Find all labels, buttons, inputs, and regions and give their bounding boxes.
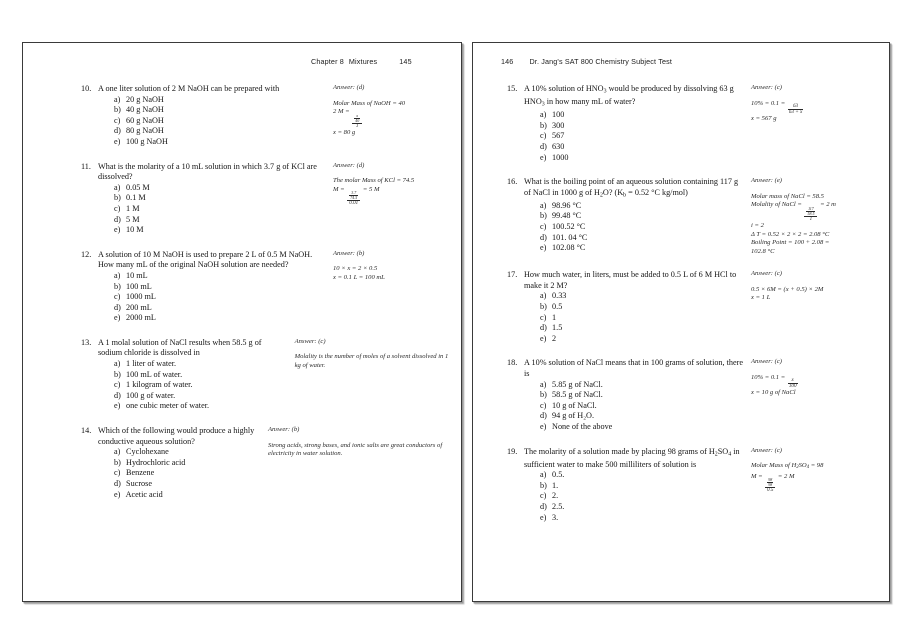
answer-label: Answer: (c) <box>751 446 782 454</box>
running-head-right <box>483 57 879 69</box>
choice-list <box>524 470 743 523</box>
choice-e[interactable]: e) 10 M <box>114 225 144 235</box>
question-number: 12. <box>81 249 92 259</box>
work-line: 2 M = $\frac{\frac{x}{40}}{1}$ <box>333 108 451 129</box>
question-stem: A solution of 10 M NaOH is used to prepare 2 L of 0.5 M NaOH. How many mL of the original NaOH solution are needed? <box>98 249 313 270</box>
choice-a[interactable]: a) 0.5. <box>540 470 565 480</box>
choice-e[interactable]: e) 3. <box>540 512 559 522</box>
question-number: 11. <box>81 161 91 171</box>
answer-label: Answer: (d) <box>333 84 365 91</box>
choice-b[interactable]: b) Hydrochloric acid <box>114 457 186 467</box>
answer-label: Answer: (e) <box>751 177 782 185</box>
work-line: Molar Mass of $H_2SO_4 = 98$ <box>751 462 824 471</box>
choice-c[interactable]: c) 1 M <box>114 203 140 213</box>
question-block-13 <box>33 338 451 412</box>
work-line: 10% = 0.1 = $\frac{63}{63 + x}$ <box>751 99 803 115</box>
choice-list <box>524 291 743 344</box>
answer-label: Answer: (c) <box>751 84 782 91</box>
choice-d[interactable]: d) 94 g of H₂O. <box>540 411 595 421</box>
page-number-left: 145 <box>399 57 412 66</box>
fraction-inner: $\frac{x}{40}$ <box>355 112 360 123</box>
answer-label: Answer: (c) <box>751 270 782 278</box>
question-block-15 <box>483 84 879 163</box>
choice-b[interactable]: b) 58.5 g of NaCl. <box>540 390 603 400</box>
work-line: x = 567 g <box>751 114 777 122</box>
choice-c[interactable]: c) 1000 mL <box>114 292 156 302</box>
answer-label: Answer: (c) <box>294 337 326 345</box>
answer-explanation <box>743 84 879 123</box>
question-block-18 <box>483 358 879 432</box>
choice-d[interactable]: d) 1.5 <box>540 323 563 333</box>
choice-a[interactable]: a) 1 liter of water. <box>114 359 177 369</box>
choice-e[interactable]: e) 2000 mL <box>114 313 156 323</box>
answer-explanation <box>323 84 451 137</box>
choice-d[interactable]: d) Sucrose <box>114 479 152 488</box>
fraction-inner: $\frac{117}{58.5}$ <box>807 205 815 216</box>
fraction: $\frac{x}{100}$ <box>788 377 797 390</box>
choice-d[interactable]: d) 5 M <box>114 214 140 224</box>
choice-b[interactable]: b) 0.5 <box>540 302 563 312</box>
question-stem: What is the boiling point of an aqueous solution containing 117 g of NaCl in 1000 g of $H_2O$? ($K_b = 0.52$ °C kg/mol) <box>524 177 739 199</box>
page-left-145 <box>22 42 462 602</box>
choice-a[interactable]: a) 10 mL <box>114 270 148 280</box>
choice-d[interactable]: d) 2.5. <box>540 502 565 512</box>
answer-explanation <box>743 270 879 303</box>
work-line: Boiling Point = 100 + 2.08 = <box>751 239 830 247</box>
question-stem: How much water, in liters, must be added to 0.5 L of 6 M HCl to make it 2 M? <box>524 270 737 290</box>
answer-explanation <box>258 426 451 459</box>
choice-list <box>524 110 743 163</box>
choice-c[interactable]: c) 1 <box>540 312 557 322</box>
work-line: Molar mass of NaCl = 58.5 <box>751 192 824 200</box>
fraction-inner: $\frac{98}{98}$ <box>768 477 773 488</box>
answer-note: Molality is the number of moles of a solvent dissolved in 1 kg of water. <box>294 353 449 370</box>
choice-e[interactable]: e) 2 <box>540 333 557 343</box>
answer-label: Answer: (b) <box>268 426 300 434</box>
running-head-left <box>33 57 451 69</box>
choice-list <box>98 447 258 500</box>
choice-e[interactable]: e) 1000 <box>540 152 569 162</box>
choice-a[interactable]: a) 0.05 M <box>114 182 150 192</box>
choice-c[interactable]: c) 10 g of NaCl. <box>540 400 597 410</box>
work-line: x = 0.1 L = 100 mL <box>333 273 385 281</box>
choice-d[interactable]: d) 200 mL <box>114 302 152 312</box>
choice-list <box>98 95 323 148</box>
choice-c[interactable]: c) 1 kilogram of water. <box>114 380 193 390</box>
running-head-chapter-title: Mixtures <box>348 57 378 66</box>
choice-list <box>98 271 323 324</box>
fraction: $\frac{\frac{x}{40}}{1}$ <box>352 112 362 129</box>
question-number: 13. <box>81 337 92 347</box>
choice-e[interactable]: e) Acetic acid <box>114 489 163 499</box>
question-stem: A one liter solution of 2 M NaOH can be prepared with <box>98 84 280 93</box>
fraction: $\frac{\frac{3.7}{74.5}}{0.01}$ <box>347 190 360 207</box>
choice-b[interactable]: b) 0.1 M <box>114 193 146 203</box>
choice-d[interactable]: d) 630 <box>540 141 565 151</box>
choice-a[interactable]: a) Cyclohexane <box>114 447 169 457</box>
question-stem: A 10% solution of NaCl means that in 100 grams of solution, there is <box>524 358 743 379</box>
fraction: $\frac{\frac{117}{58.5}}{1}$ <box>804 205 817 222</box>
running-head-title: Dr. Jang's SAT 800 Chemistry Subject Test <box>529 57 672 66</box>
choice-e[interactable]: e) 102.08 °C <box>540 243 586 253</box>
choice-b[interactable]: b) 40 g NaOH <box>114 105 164 115</box>
question-number: 16. <box>507 177 518 187</box>
work-line: Δ T = 0.52 × 2 × 2 = 2.08 °C <box>751 230 830 238</box>
work-line: M = $\frac{\frac{98}{98}}{0.5}$ = 2 M <box>751 472 795 494</box>
choice-c[interactable]: c) 60 g NaOH <box>114 115 164 125</box>
choice-e[interactable]: e) one cubic meter of water. <box>114 401 210 411</box>
choice-c[interactable]: c) 100.52 °C <box>540 221 586 231</box>
choice-e[interactable]: e) 100 g NaOH <box>114 136 168 146</box>
answer-note: Strong acids, strong bases, and ionic salts are great conductors of electricity in water solution. <box>268 441 443 458</box>
question-block-12 <box>33 250 451 324</box>
page-number-right: 146 <box>501 57 514 66</box>
choice-b[interactable]: b) 300 <box>540 120 565 130</box>
choice-a[interactable]: a) 20 g NaOH <box>114 94 164 104</box>
fraction-inner: $\frac{3.7}{74.5}$ <box>350 190 358 201</box>
work-line: 0.5 × 6M = (x + 0.5) × 2M <box>751 285 824 293</box>
work-line: x = 1 L <box>751 294 771 302</box>
question-block-11 <box>33 162 451 236</box>
work-line: x = 10 g of NaCl <box>751 389 796 397</box>
work-line: 10 × x = 2 × 0.5 <box>333 265 378 273</box>
work-line: Molar Mass of NaOH = 40 <box>333 99 406 107</box>
question-number: 10. <box>81 84 92 93</box>
choice-list <box>98 359 285 412</box>
fraction: $\frac{\frac{98}{98}}{0.5}$ <box>767 477 774 494</box>
fraction: $\frac{63}{63 + x}$ <box>788 102 803 115</box>
answer-label: Answer: (c) <box>751 358 782 366</box>
question-number: 14. <box>81 426 92 436</box>
question-number: 17. <box>507 270 518 280</box>
question-block-17 <box>483 270 879 344</box>
choice-b[interactable]: b) 99.48 °C <box>540 211 582 221</box>
choice-b[interactable]: b) 1. <box>540 480 559 490</box>
question-number: 19. <box>507 446 518 456</box>
choice-d[interactable]: d) 100 g of water. <box>114 390 176 400</box>
running-head-chapter: Chapter 8 <box>311 57 344 66</box>
question-number: 15. <box>507 84 518 93</box>
choice-b[interactable]: b) 100 mL of water. <box>114 369 183 379</box>
question-stem: A 10% solution of $HNO_3$ would be produced by dissolving 63 g $HNO_3$ in how many mL of water? <box>524 84 734 108</box>
answer-explanation <box>323 162 451 207</box>
choice-list <box>98 183 323 236</box>
work-line: The molar Mass of KCl = 74.5 <box>333 177 415 185</box>
question-block-10 <box>33 84 451 148</box>
work-line: M = $\frac{\frac{3.7}{74.5}}{0.01}$ = 5 M <box>333 185 380 207</box>
choice-a[interactable]: a) 100 <box>540 110 565 120</box>
choice-list <box>524 201 743 254</box>
answer-explanation <box>323 250 451 283</box>
answer-explanation <box>743 177 879 256</box>
choice-c[interactable]: c) 567 <box>540 131 565 141</box>
answer-label: Answer: (d) <box>333 161 365 169</box>
question-stem: What is the molarity of a 10 mL solution in which 3.7 g of KCl are dissolved? <box>98 161 317 182</box>
question-stem: Which of the following would produce a highly conductive aqueous solution? <box>98 426 255 446</box>
work-line: i = 2 <box>751 221 764 229</box>
choice-a[interactable]: a) 0.33 <box>540 291 567 301</box>
choice-d[interactable]: d) 101. 04 °C <box>540 232 588 242</box>
question-block-16 <box>483 177 879 256</box>
question-stem: The molarity of a solution made by placing 98 grams of $H_2SO_4$ in sufficient water to make 500 milliliters of solution is <box>524 446 740 469</box>
choice-c[interactable]: c) 2. <box>540 491 559 501</box>
answer-explanation <box>743 447 879 494</box>
choice-d[interactable]: d) 80 g NaOH <box>114 126 164 136</box>
answer-label: Answer: (b) <box>333 249 365 257</box>
choice-a[interactable]: a) 5.85 g of NaCl. <box>540 379 603 389</box>
work-line: 10% = 0.1 = $\frac{x}{100}$ <box>751 374 797 390</box>
choice-e[interactable]: e) None of the above <box>540 422 613 432</box>
question-block-19 <box>483 447 879 524</box>
work-line: Molality of NaCl = $\frac{\frac{117}{58.5}}{1}$ = 2 m <box>751 201 836 222</box>
choice-c[interactable]: c) Benzene <box>114 468 155 478</box>
choice-b[interactable]: b) 100 mL <box>114 281 152 291</box>
choice-a[interactable]: a) 98.96 °C <box>540 200 582 210</box>
question-number: 18. <box>507 358 518 368</box>
choice-list <box>524 380 743 433</box>
answer-explanation <box>743 358 879 397</box>
page-right-146 <box>472 42 890 602</box>
question-stem: A 1 molal solution of NaCl results when 58.5 g of sodium chloride is dissolved in <box>98 337 262 358</box>
answer-explanation <box>285 338 451 371</box>
question-block-14 <box>33 426 451 500</box>
work-line: 102.8 °C <box>751 247 775 255</box>
work-line: x = 80 g <box>333 128 356 136</box>
